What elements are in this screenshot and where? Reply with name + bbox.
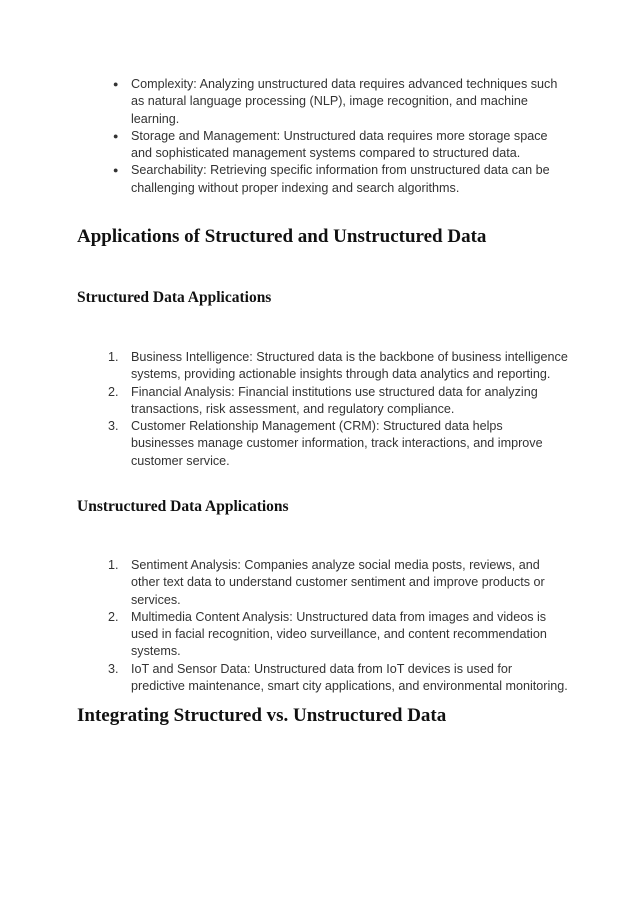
unstructured-applications-list: [0, 557, 638, 695]
list-item-text: Complexity: Analyzing unstructured data requires advanced techniques such as natural language processing (NLP), image recognition, and machine learning.: [131, 77, 558, 126]
list-item: [0, 609, 638, 661]
list-item-text: Financial Analysis: Financial institutions use structured data for analyzing transactions, risk assessment, and regulatory compliance.: [131, 384, 538, 416]
list-item: [0, 162, 638, 197]
bullet-icon: ●: [113, 130, 119, 141]
heading-structured-applications: Structured Data Applications: [77, 289, 272, 306]
list-item: [0, 661, 638, 696]
list-number: 2.: [108, 609, 119, 624]
heading-unstructured-applications: Unstructured Data Applications: [77, 498, 289, 515]
list-number: 3.: [108, 419, 119, 434]
structured-applications-list: [0, 349, 638, 470]
list-item-text: Multimedia Content Analysis: Unstructured data from images and videos is used in facial recognition, video surveillance, and content recommendation systems.: [131, 609, 547, 659]
list-item-text: Customer Relationship Management (CRM): Structured data helps businesses manage customer information, track interactions, and improve customer service.: [131, 419, 543, 468]
list-number: 1.: [108, 350, 119, 364]
list-item-text: Searchability: Retrieving specific information from unstructured data can be challenging without proper indexing and search algorithms.: [131, 163, 550, 195]
challenges-bullet-list: [0, 76, 638, 197]
list-item: [0, 349, 638, 384]
list-number: 3.: [108, 661, 119, 676]
list-item: [0, 384, 638, 419]
list-item-text: IoT and Sensor Data: Unstructured data from IoT devices is used for predictive maintenance, smart city applications, and environmental monitoring.: [131, 661, 568, 694]
list-item: [0, 128, 638, 163]
list-item-text: Business Intelligence: Structured data is the backbone of business intelligence systems, providing actionable insights through data analytics and reporting.: [131, 350, 568, 382]
bullet-icon: ●: [113, 165, 119, 176]
heading-applications: Applications of Structured and Unstructured Data: [77, 226, 487, 247]
list-number: 2.: [108, 384, 119, 399]
list-item: [0, 76, 638, 128]
heading-integrating: Integrating Structured vs. Unstructured Data: [77, 705, 447, 726]
list-item-text: Storage and Management: Unstructured data requires more storage space and sophisticated management systems compared to structured data.: [131, 128, 548, 161]
bullet-icon: ●: [113, 79, 119, 89]
list-item: [0, 557, 638, 609]
list-item-text: Sentiment Analysis: Companies analyze social media posts, reviews, and other text data to understand customer sentiment and improve products or services.: [131, 558, 545, 607]
list-item: [0, 418, 638, 470]
list-number: 1.: [108, 558, 119, 572]
